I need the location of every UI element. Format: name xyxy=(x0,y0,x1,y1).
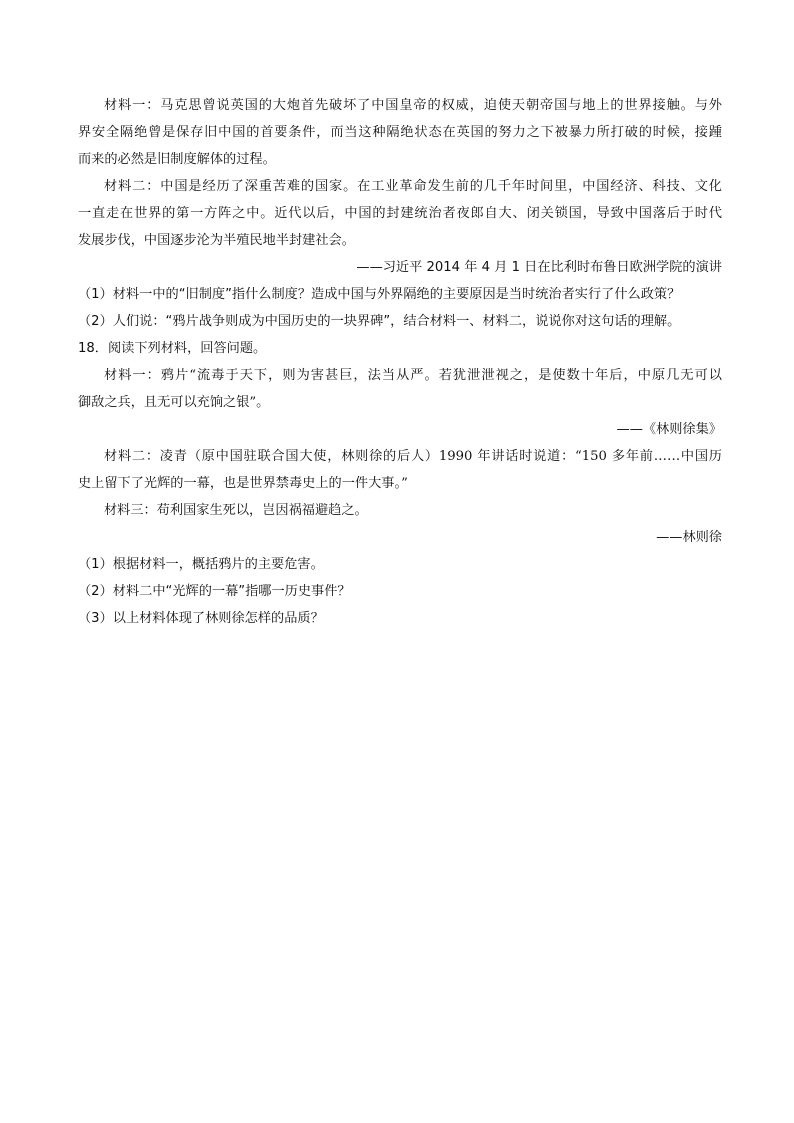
q18-material1-line1: 材料一：鸦片“流毒于天下，则为害甚巨，法当从严。若犹泄泄视之，是使数十年后，中原几无可以 xyxy=(104,368,722,383)
q18-material3-source: ——林则徐 xyxy=(656,530,722,545)
q17-source: ——习近平 2014 年 4 月 1 日在比利时布鲁日欧洲学院的演讲 xyxy=(356,260,722,275)
q18-material3-line1: 材料三：苟利国家生死以，岂因祸福避趋之。 xyxy=(104,503,368,518)
q18-material1-line2: 御敌之兵，且无可以充饷之银”。 xyxy=(78,395,270,410)
q18-question2: （2）材料二中“光辉的一幕”指哪一历史事件？ xyxy=(78,584,351,599)
q18-material1-source: ——《林则徐集》 xyxy=(616,422,722,437)
q18-question1: （1）根据材料一，概括鸦片的主要危害。 xyxy=(78,557,324,572)
q17-material2-line3: 发展步伐，中国逐步沦为半殖民地半封建社会。 xyxy=(78,233,355,248)
q18-title: 18．阅读下列材料，回答问题。 xyxy=(78,341,267,356)
q17-material2-line2: 一直走在世界的第一方阵之中。近代以后，中国的封建统治者夜郎自大、闭关锁国，导致中国落后于时代 xyxy=(78,206,722,221)
q17-material1-line2: 界安全隔绝曾是保存旧中国的首要条件，而当这种隔绝状态在英国的努力之下被暴力所打破的时候，接踵 xyxy=(78,125,722,140)
document-page xyxy=(78,92,722,632)
q18-material2-line2: 史上留下了光辉的一幕，也是世界禁毒史上的一件大事。” xyxy=(78,476,408,491)
q17-material2-line1: 材料二：中国是经历了深重苦难的国家。在工业革命发生前的几千年时间里，中国经济、科技、文化 xyxy=(104,179,722,194)
q17-material1-line1: 材料一：马克思曾说英国的大炮首先破坏了中国皇帝的权威，迫使天朝帝国与地上的世界接触。与外 xyxy=(104,98,722,113)
q18-question3: （3）以上材料体现了林则徐怎样的品质？ xyxy=(78,611,324,626)
q17-question2: （2）人们说：“鸦片战争则成为中国历史的一块界碑”，结合材料一、材料二，说说你对这句话的理解。 xyxy=(78,314,681,329)
q17-material1-line3: 而来的必然是旧制度解体的过程。 xyxy=(78,152,276,167)
q17-question1: （1）材料一中的“旧制度”指什么制度？造成中国与外界隔绝的主要原因是当时统治者实行了什么政策？ xyxy=(78,287,681,302)
q18-material2-line1: 材料二：凌青（原中国驻联合国大使，林则徐的后人）1990 年讲话时说道：“150 多年前……中国历 xyxy=(104,449,722,464)
